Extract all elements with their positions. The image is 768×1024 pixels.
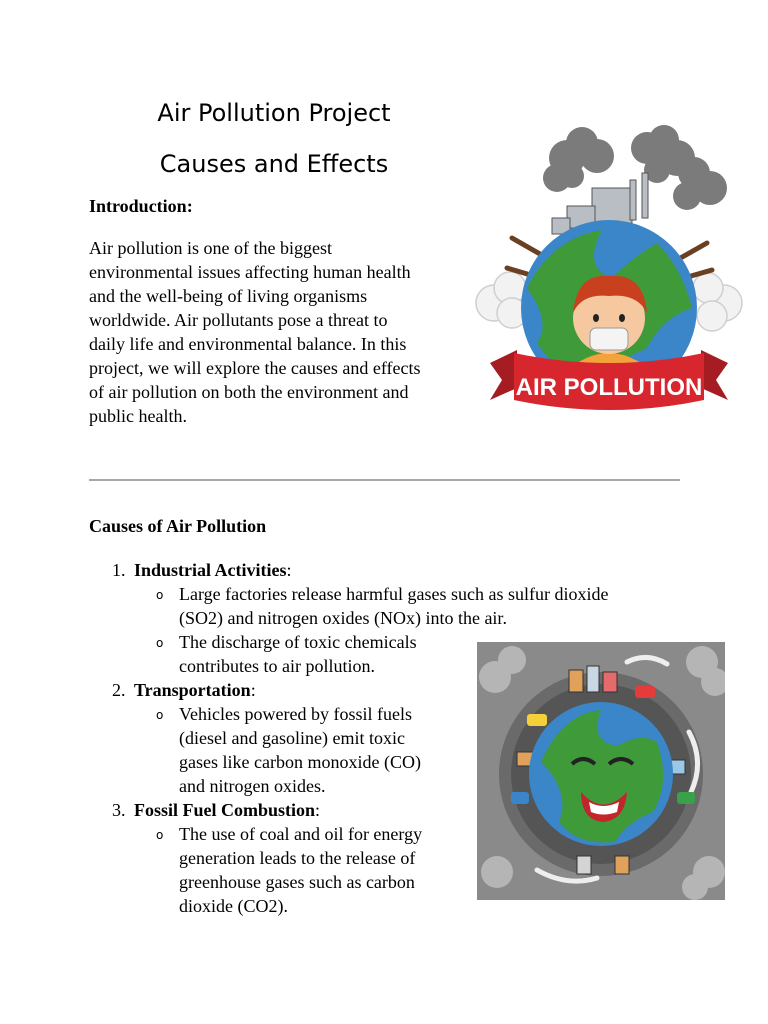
intro-line: worldwide. Air pollutants pose a threat to: [89, 310, 388, 330]
intro-line: and the well-being of living organisms: [89, 286, 368, 306]
bullet-line: The discharge of toxic chemicals: [179, 632, 417, 652]
bullet-line: (diesel and gasoline) emit toxic: [179, 728, 405, 748]
bullet-line: (SO2) and nitrogen oxides (NOx) into the air.: [179, 608, 507, 628]
cause-title: Transportation: [134, 680, 251, 700]
cause-suffix: :: [286, 560, 292, 580]
intro-line: public health.: [89, 406, 187, 426]
causes-heading: Causes of Air Pollution: [89, 516, 267, 536]
polluted-earth-illustration: [477, 642, 725, 900]
cause-title: Fossil Fuel Combustion: [134, 800, 316, 820]
bullet-line: dioxide (CO2).: [179, 896, 288, 916]
bullet-line: contributes to air pollution.: [179, 656, 375, 676]
bullet-line: gases like carbon monoxide (CO): [179, 752, 421, 772]
bullet-line: and nitrogen oxides.: [179, 776, 326, 796]
document-title: [88, 88, 460, 190]
cause-suffix: :: [315, 800, 321, 820]
intro-line: daily life and environmental balance. In this: [89, 334, 407, 354]
bullet-icon: o: [156, 828, 164, 842]
bullet-line: greenhouse gases such as carbon: [179, 872, 415, 892]
bullet-line: The use of coal and oil for energy: [179, 824, 423, 844]
cause-number: 1.: [112, 560, 126, 580]
cause-number: 3.: [112, 800, 126, 820]
introduction-heading: Introduction:: [89, 196, 193, 216]
intro-line: project, we will explore the causes and effects: [89, 358, 421, 378]
bullet-icon: o: [156, 588, 164, 602]
horizontal-divider: [89, 479, 680, 481]
air-pollution-globe-illustration: [472, 118, 746, 426]
cause-suffix: :: [250, 680, 256, 700]
banner-text: AIR POLLUTION: [515, 374, 703, 401]
bullet-icon: o: [156, 708, 164, 722]
bullet-icon: o: [156, 636, 164, 650]
bullet-line: generation leads to the release of: [179, 848, 416, 868]
bullet-line: Large factories release harmful gases such as sulfur dioxide: [179, 584, 609, 604]
cause-bullet: [0, 582, 768, 630]
intro-line: environmental issues affecting human health: [89, 262, 411, 282]
intro-line: Air pollution is one of the biggest: [89, 238, 332, 258]
introduction-paragraph: [89, 236, 464, 428]
bullet-line: Vehicles powered by fossil fuels: [179, 704, 412, 724]
title-line-1: Air Pollution Project: [157, 99, 391, 127]
cause-number: 2.: [112, 680, 126, 700]
cause-title: Industrial Activities: [134, 560, 287, 580]
intro-line: of air pollution on both the environment and: [89, 382, 409, 402]
title-line-2: Causes and Effects: [159, 150, 389, 178]
